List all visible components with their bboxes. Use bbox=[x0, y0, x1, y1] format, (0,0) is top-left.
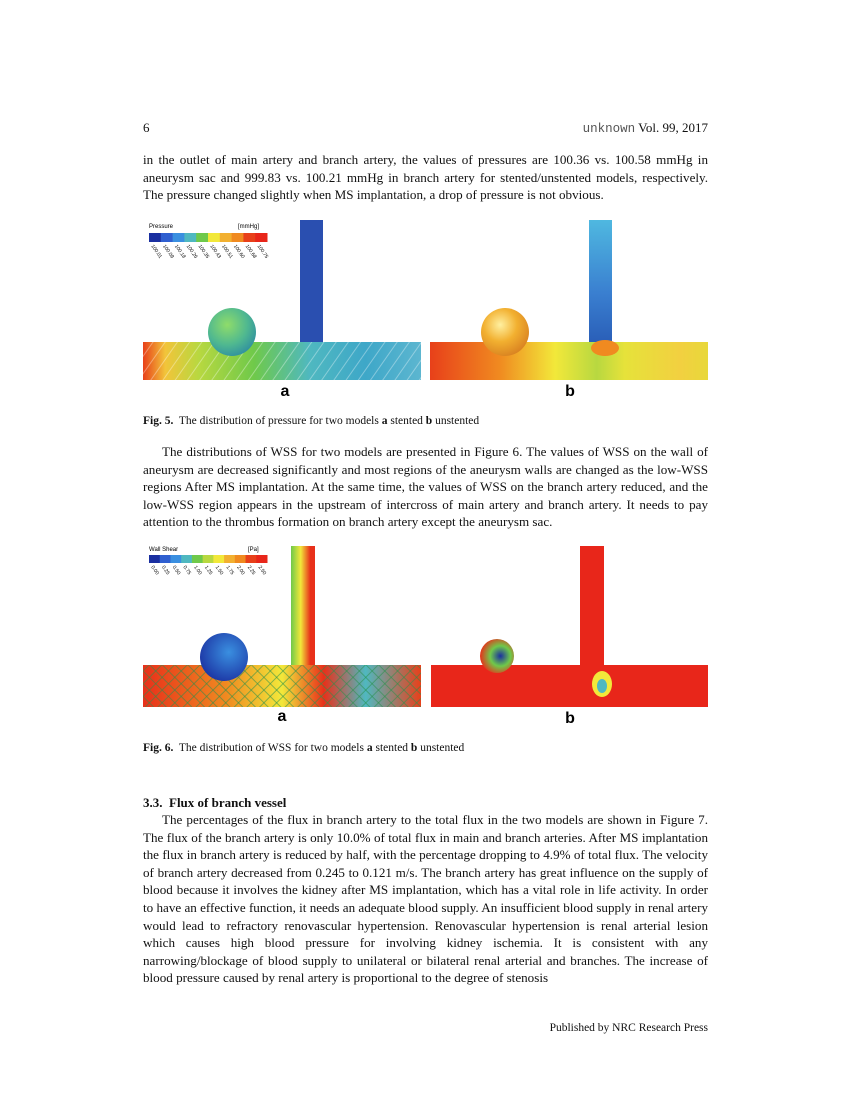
paragraph-2: The distributions of WSS for two models are presented in Figure 6. The values of WSS on the wall of aneurysm are decreased significantly and most regions of the aneurysm walls are changed as the low-WSS regions After MS implantation. At the same time, the values of WSS on the branch artery reduced, and the low-WSS region appears in the upstream of intercross of main artery and branch artery. It needs to pay attention to the thrombus formation on branch artery except the aneurysm sac. bbox=[143, 444, 708, 530]
legend-unit-wss: [Pa] bbox=[248, 547, 259, 553]
pressure-tick-label: 100.60 bbox=[231, 243, 246, 260]
fig5-caption-text: The distribution of pressure for two models bbox=[178, 415, 379, 427]
paragraph-3: The percentages of the flux in branch artery to the total flux in the two models are shown in Figure 7. The flux of the branch artery is only 10.0% of total flux in main and branch arteries. After MS implantation the flux in branch artery is reduced by half, with the percentage dropping to 4.9% of total flux. The velocity of branch artery decreased from 0.245 to 0.121 m/s. The branch artery has great influence on the supply of blood because it involves the kidney after MS implantation, which has a vital role in life activity. In order to have an effective function, it needs an adequate blood supply. An insufficient blood supply in renal artery would lead to refractory renovascular hypertension. Renovascular hypertension is renal arterial lesion which causes high blood pressure for involving kidney ischemia. It is consistent with any narrowing/blockage of blood supply to unilateral or bilateral renal arterial and branches. The increase of blood pressure caused by renal artery is proportional to the degree of stenosis bbox=[143, 812, 708, 986]
main-artery-unstented bbox=[430, 342, 708, 380]
figure-6-image bbox=[143, 543, 708, 733]
pressure-tick-label: 100.18 bbox=[172, 243, 187, 260]
paragraph-1: in the outlet of main artery and branch artery, the values of pressures are 100.36 vs. 100.58 mmHg in aneurysm sac and 999.83 vs. 100.21 mmHg in branch artery for stented/unstented models, respectively. The pressure changed slightly when MS implantation, a drop of pressure is not obvious. bbox=[143, 152, 708, 203]
pressure-swatch bbox=[161, 233, 173, 242]
pressure-tick-label: 100.51 bbox=[220, 243, 234, 260]
wss-tick-label: 1.75 bbox=[224, 564, 235, 577]
fig6-caption-text: The distribution of WSS for two models bbox=[178, 742, 364, 754]
volume-year: Vol. 99, 2017 bbox=[638, 120, 708, 135]
page-number: 6 bbox=[143, 120, 150, 135]
stent-mesh bbox=[143, 342, 421, 380]
fig5-label: Fig. 5. bbox=[143, 415, 174, 427]
fig5-caption-end: unstented bbox=[435, 415, 480, 427]
pressure-tick-label: 100.01 bbox=[149, 243, 164, 260]
pressure-swatch bbox=[173, 233, 185, 242]
pressure-swatch bbox=[149, 233, 161, 242]
wss-tick-label: 2.50 bbox=[256, 564, 268, 577]
branch-artery-wss-unstented bbox=[580, 546, 604, 665]
figure-6-caption bbox=[143, 742, 464, 754]
stent-mesh-wss bbox=[143, 665, 421, 707]
pressure-tick-label: 100.09 bbox=[161, 243, 175, 260]
fig6-caption-a: a bbox=[366, 742, 373, 754]
pressure-swatch bbox=[243, 233, 255, 242]
fig6-caption-b: b bbox=[410, 742, 418, 754]
wss-tick-label: 0.75 bbox=[181, 564, 193, 577]
wss-swatch bbox=[203, 555, 214, 563]
branch-junction-region bbox=[591, 340, 619, 356]
main-artery-wss-unstented bbox=[431, 665, 708, 707]
section-heading bbox=[143, 795, 286, 811]
aneurysm-sac-unstented bbox=[481, 308, 529, 356]
pressure-swatch bbox=[208, 233, 220, 242]
fig6-label: Fig. 6. bbox=[143, 742, 174, 754]
figure-5-image bbox=[143, 216, 708, 406]
fig6-caption-end: unstented bbox=[420, 742, 465, 754]
wss-tick-label: 2.00 bbox=[235, 564, 246, 577]
aneurysm-sac-wss-unstented bbox=[480, 639, 514, 673]
fig5-caption-mid: stented bbox=[390, 415, 423, 427]
wss-swatch bbox=[160, 555, 171, 563]
wss-tick-label: 1.25 bbox=[202, 564, 214, 577]
fig5-caption-a: a bbox=[381, 415, 388, 427]
wss-swatch bbox=[246, 555, 257, 563]
branch-artery-unstented bbox=[589, 220, 612, 342]
pressure-tick-label: 100.35 bbox=[196, 243, 211, 260]
wss-swatch bbox=[256, 555, 267, 563]
pressure-swatch bbox=[184, 233, 196, 242]
pressure-swatch bbox=[255, 233, 267, 242]
wss-tick-label: 1.50 bbox=[213, 564, 225, 577]
figure-5 bbox=[143, 216, 708, 406]
pressure-tick-label: 100.43 bbox=[208, 243, 223, 260]
pressure-swatch bbox=[220, 233, 232, 242]
section-title: Flux of branch vessel bbox=[169, 795, 287, 810]
junction-low-wss bbox=[597, 679, 607, 693]
running-header bbox=[583, 120, 708, 136]
legend-unit-pressure: [mmHg] bbox=[238, 224, 259, 230]
journal-name: unknown bbox=[582, 122, 636, 136]
wss-swatch bbox=[213, 555, 224, 563]
aneurysm-sac-stented bbox=[208, 308, 256, 356]
wss-tick-label: 1.00 bbox=[192, 564, 203, 577]
panel-label-b-fig6: b bbox=[565, 710, 575, 727]
branch-artery-stented bbox=[300, 220, 323, 342]
pressure-tick-label: 100.75 bbox=[255, 243, 270, 260]
wss-swatch bbox=[149, 555, 160, 563]
wss-swatch bbox=[224, 555, 235, 563]
pressure-swatch bbox=[196, 233, 208, 242]
wss-tick-label: 0.00 bbox=[149, 564, 160, 577]
pressure-tick-label: 100.26 bbox=[184, 243, 199, 260]
panel-label-a: a bbox=[280, 383, 290, 400]
pressure-swatch bbox=[232, 233, 244, 242]
wss-swatch bbox=[235, 555, 246, 563]
wss-swatch bbox=[192, 555, 203, 563]
wss-tick-label: 0.50 bbox=[170, 564, 182, 577]
wss-tick-labels bbox=[149, 565, 267, 577]
fig5-caption-b: b bbox=[425, 415, 433, 427]
figure-5-caption bbox=[143, 415, 479, 427]
legend-title-pressure: Pressure bbox=[149, 224, 174, 230]
fig6-caption-mid: stented bbox=[375, 742, 409, 754]
wss-tick-label: 2.25 bbox=[245, 564, 257, 577]
pressure-tick-label: 100.68 bbox=[243, 243, 258, 260]
section-number: 3.3. bbox=[143, 795, 163, 810]
panel-label-b: b bbox=[565, 383, 575, 400]
wss-swatch bbox=[170, 555, 181, 563]
wss-tick-label: 0.25 bbox=[160, 564, 171, 577]
legend-title-wss: Wall Shear bbox=[149, 547, 179, 553]
branch-artery-wss-stented bbox=[291, 546, 315, 665]
pressure-colorbar bbox=[149, 233, 268, 242]
figure-6 bbox=[143, 543, 708, 733]
aneurysm-sac-wss-stented bbox=[200, 633, 248, 681]
pressure-tick-labels bbox=[149, 244, 269, 260]
footer-publisher: Published by NRC Research Press bbox=[549, 1022, 708, 1034]
wss-colorbar bbox=[149, 555, 268, 563]
wss-swatch bbox=[181, 555, 192, 563]
panel-label-a-fig6: a bbox=[277, 708, 287, 725]
